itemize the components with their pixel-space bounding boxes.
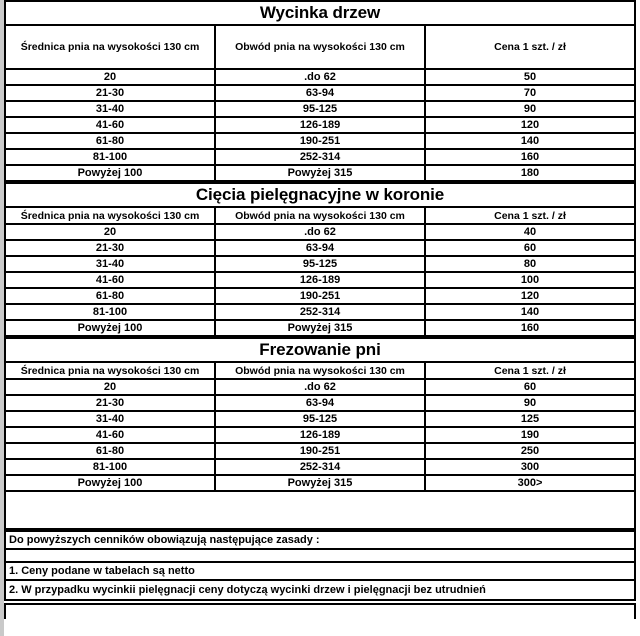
cell-price: 180 — [425, 165, 635, 181]
cell-diameter: 31-40 — [5, 101, 215, 117]
table-row — [5, 320, 635, 336]
cell-price: 250 — [425, 443, 635, 459]
table-row — [5, 443, 635, 459]
cell-price: 120 — [425, 288, 635, 304]
table-row — [5, 69, 635, 85]
header-diameter: Średnica pnia na wysokości 130 cm — [5, 25, 215, 69]
table-title-row — [5, 1, 635, 25]
cell-circumference: 252-314 — [215, 304, 425, 320]
price-table-frezowanie-pni — [4, 337, 636, 492]
cell-price: 40 — [425, 224, 635, 240]
cell-diameter: Powyżej 100 — [5, 165, 215, 181]
footer-rule-1: 1. Ceny podane w tabelach są netto — [4, 561, 636, 581]
table-row — [5, 379, 635, 395]
cell-price: 140 — [425, 304, 635, 320]
table-row — [5, 240, 635, 256]
table-row — [5, 475, 635, 491]
table-row — [5, 427, 635, 443]
table-title-row — [5, 338, 635, 362]
cell-price: 60 — [425, 240, 635, 256]
cell-diameter: 81-100 — [5, 459, 215, 475]
price-table-ciecia-pielegnacyjne — [4, 182, 636, 337]
cell-circumference: 190-251 — [215, 133, 425, 149]
header-circumference: Obwód pnia na wysokości 130 cm — [215, 207, 425, 224]
cell-diameter: 20 — [5, 224, 215, 240]
cell-diameter: Powyżej 100 — [5, 475, 215, 491]
cell-price: 160 — [425, 149, 635, 165]
table-header-row — [5, 207, 635, 224]
table-row — [5, 459, 635, 475]
table-header-row — [5, 25, 635, 69]
cell-circumference: 252-314 — [215, 459, 425, 475]
cell-diameter: 31-40 — [5, 256, 215, 272]
header-price: Cena 1 szt. / zł — [425, 362, 635, 379]
footer-gap — [4, 550, 636, 561]
cell-circumference: 63-94 — [215, 395, 425, 411]
table-row — [5, 165, 635, 181]
cell-circumference: 95-125 — [215, 256, 425, 272]
table-row — [5, 224, 635, 240]
cell-price: 90 — [425, 101, 635, 117]
table-row — [5, 395, 635, 411]
header-diameter: Średnica pnia na wysokości 130 cm — [5, 362, 215, 379]
price-table-wycinka-drzew — [4, 0, 636, 182]
cell-price: 120 — [425, 117, 635, 133]
cell-circumference: Powyżej 315 — [215, 475, 425, 491]
cell-price: 190 — [425, 427, 635, 443]
footer-intro: Do powyższych cenników obowiązują następujące zasady : — [4, 530, 636, 550]
cell-diameter: 61-80 — [5, 443, 215, 459]
cell-circumference: .do 62 — [215, 224, 425, 240]
table-title: Cięcia pielęgnacyjne w koronie — [5, 183, 635, 207]
table-row — [5, 117, 635, 133]
footer-rule-2: 2. W przypadku wycinkii pielęgnacji ceny dotyczą wycinki drzew i pielęgnacji bez utrudnień — [4, 581, 636, 601]
table-title: Wycinka drzew — [5, 1, 635, 25]
cell-diameter: 61-80 — [5, 133, 215, 149]
cell-price: 140 — [425, 133, 635, 149]
cell-circumference: .do 62 — [215, 69, 425, 85]
cell-price: 50 — [425, 69, 635, 85]
cell-price: 60 — [425, 379, 635, 395]
header-price: Cena 1 szt. / zł — [425, 207, 635, 224]
table-row — [5, 304, 635, 320]
cell-circumference: .do 62 — [215, 379, 425, 395]
cell-price: 80 — [425, 256, 635, 272]
table-row — [5, 149, 635, 165]
cell-diameter: 20 — [5, 379, 215, 395]
table-row — [5, 133, 635, 149]
footer-notes — [4, 492, 636, 619]
cell-price: 300> — [425, 475, 635, 491]
table-header-row — [5, 362, 635, 379]
bottom-clipped-row — [4, 603, 636, 619]
cell-diameter: 31-40 — [5, 411, 215, 427]
cell-circumference: 63-94 — [215, 85, 425, 101]
cell-diameter: 41-60 — [5, 272, 215, 288]
cell-diameter: 20 — [5, 69, 215, 85]
header-diameter: Średnica pnia na wysokości 130 cm — [5, 207, 215, 224]
blank-spacer-box — [4, 492, 636, 530]
cell-price: 90 — [425, 395, 635, 411]
cell-circumference: 126-189 — [215, 427, 425, 443]
table-row — [5, 256, 635, 272]
table-row — [5, 85, 635, 101]
table-row — [5, 411, 635, 427]
table-row — [5, 101, 635, 117]
cell-diameter: 61-80 — [5, 288, 215, 304]
cell-circumference: Powyżej 315 — [215, 320, 425, 336]
cell-circumference: 63-94 — [215, 240, 425, 256]
cell-circumference: 190-251 — [215, 443, 425, 459]
cell-price: 125 — [425, 411, 635, 427]
table-row — [5, 288, 635, 304]
cell-circumference: 252-314 — [215, 149, 425, 165]
cell-diameter: 41-60 — [5, 117, 215, 133]
cell-diameter: 21-30 — [5, 395, 215, 411]
cell-diameter: Powyżej 100 — [5, 320, 215, 336]
header-price: Cena 1 szt. / zł — [425, 25, 635, 69]
cell-price: 300 — [425, 459, 635, 475]
header-circumference: Obwód pnia na wysokości 130 cm — [215, 25, 425, 69]
cell-diameter: 81-100 — [5, 149, 215, 165]
sheet-body — [4, 0, 640, 619]
cell-price: 70 — [425, 85, 635, 101]
table-title: Frezowanie pni — [5, 338, 635, 362]
cell-circumference: 126-189 — [215, 117, 425, 133]
table-row — [5, 272, 635, 288]
cell-diameter: 81-100 — [5, 304, 215, 320]
cell-price: 160 — [425, 320, 635, 336]
cell-circumference: Powyżej 315 — [215, 165, 425, 181]
cell-circumference: 126-189 — [215, 272, 425, 288]
cell-circumference: 190-251 — [215, 288, 425, 304]
cell-diameter: 21-30 — [5, 85, 215, 101]
cell-diameter: 21-30 — [5, 240, 215, 256]
cell-circumference: 95-125 — [215, 101, 425, 117]
table-title-row — [5, 183, 635, 207]
cell-circumference: 95-125 — [215, 411, 425, 427]
cell-diameter: 41-60 — [5, 427, 215, 443]
cell-price: 100 — [425, 272, 635, 288]
header-circumference: Obwód pnia na wysokości 130 cm — [215, 362, 425, 379]
